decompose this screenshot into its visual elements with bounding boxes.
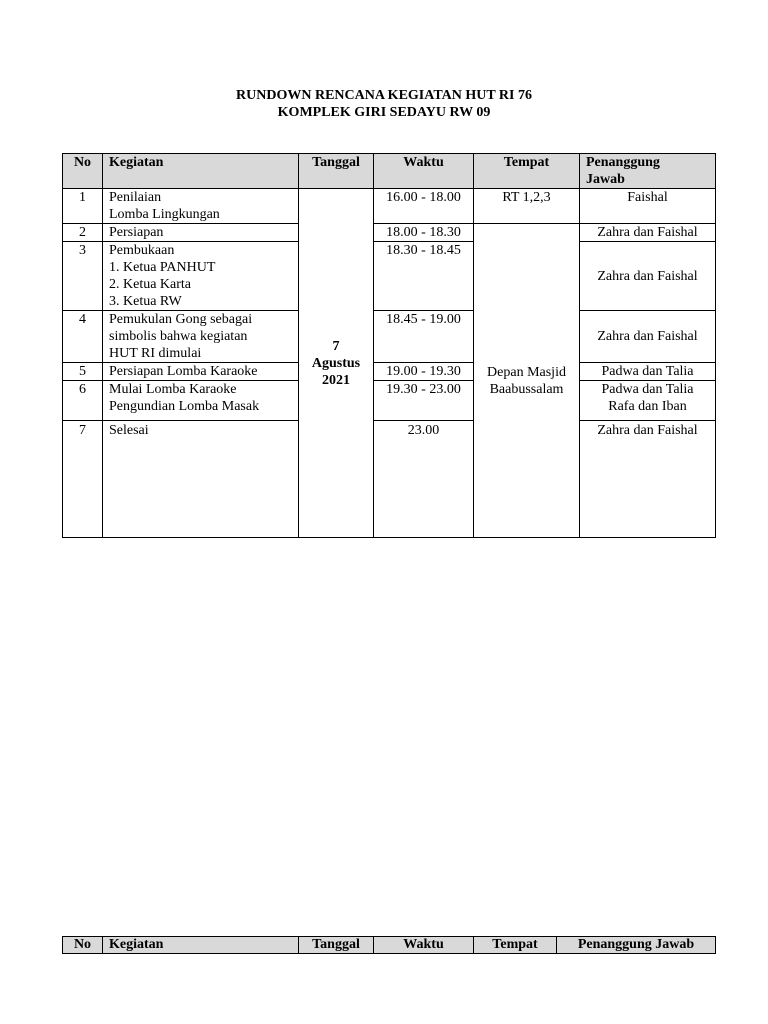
header-kegiatan: Kegiatan	[103, 937, 299, 954]
row-waktu: 18.00 - 18.30	[374, 224, 474, 242]
table-row	[63, 189, 716, 224]
kegiatan-line: Mulai Lomba Karaoke	[109, 382, 237, 397]
kegiatan-line: 2. Ketua Karta	[109, 277, 192, 292]
kegiatan-line: simbolis bahwa kegiatan	[109, 329, 248, 344]
row-number: 6	[63, 381, 103, 421]
header-penanggung-jawab: Penanggung Jawab	[557, 937, 716, 954]
header-no: No	[63, 937, 103, 954]
header-penanggung-line2: Jawab	[586, 172, 625, 187]
document-subtitle: KOMPLEK GIRI SEDAYU RW 09	[277, 105, 491, 120]
row-penanggung-jawab: Zahra dan Faishal	[580, 421, 716, 538]
kegiatan-line: Pengundian Lomba Masak	[109, 399, 260, 414]
header-tempat: Tempat	[474, 937, 557, 954]
header-tanggal: Tanggal	[299, 154, 374, 189]
tempat-masjid	[474, 224, 580, 538]
header-waktu: Waktu	[374, 154, 474, 189]
tempat-masjid-line1: Depan Masjid	[487, 364, 566, 380]
row-penanggung-jawab	[580, 381, 716, 421]
table-header-row	[63, 937, 716, 954]
table-row	[63, 421, 716, 538]
pj-line: Rafa dan Iban	[608, 399, 687, 414]
row-waktu: 16.00 - 18.00	[374, 189, 474, 224]
header-tanggal: Tanggal	[299, 937, 374, 954]
kegiatan-line: Pemukulan Gong sebagai	[109, 312, 253, 327]
row-waktu: 18.45 - 19.00	[374, 311, 474, 363]
document-title: RUNDOWN RENCANA KEGIATAN HUT RI 76	[236, 88, 532, 103]
table-row	[63, 363, 716, 381]
table-row	[63, 381, 716, 421]
row-number: 3	[63, 242, 103, 311]
kegiatan-line: 3. Ketua RW	[109, 294, 182, 309]
row-number: 7	[63, 421, 103, 538]
row-penanggung-jawab: Zahra dan Faishal	[580, 224, 716, 242]
row-waktu: 19.00 - 19.30	[374, 363, 474, 381]
header-no: No	[63, 154, 103, 189]
table-header-row	[63, 154, 716, 189]
kegiatan-line: Pembukaan	[109, 243, 175, 258]
row-number: 1	[63, 189, 103, 224]
header-penanggung-line1: Penanggung	[586, 155, 660, 170]
row-number: 2	[63, 224, 103, 242]
rundown-table	[62, 153, 716, 538]
date-month: Agustus	[311, 355, 361, 371]
date-year: 2021	[322, 372, 350, 388]
row-number: 4	[63, 311, 103, 363]
tanggal-cell	[299, 189, 374, 538]
table-row	[63, 311, 716, 363]
row-waktu: 18.30 - 18.45	[374, 242, 474, 311]
row-number: 5	[63, 363, 103, 381]
row-kegiatan	[103, 311, 299, 363]
row-penanggung-jawab: Padwa dan Talia	[580, 363, 716, 381]
row-waktu: 19.30 - 23.00	[374, 381, 474, 421]
header-kegiatan: Kegiatan	[103, 154, 299, 189]
tempat-masjid-line2: Baabussalam	[489, 381, 564, 397]
header-penanggung-jawab	[580, 154, 716, 189]
row-kegiatan	[103, 381, 299, 421]
tempat-rt: RT 1,2,3	[474, 189, 580, 224]
row-penanggung-jawab: Zahra dan Faishal	[580, 242, 716, 311]
kegiatan-line: 1. Ketua PANHUT	[109, 260, 216, 275]
kegiatan-line: Penilaian	[109, 190, 162, 205]
pj-line: Padwa dan Talia	[601, 382, 694, 397]
row-waktu: 23.00	[374, 421, 474, 538]
row-penanggung-jawab: Zahra dan Faishal	[580, 311, 716, 363]
row-kegiatan	[103, 189, 299, 224]
row-kegiatan	[103, 242, 299, 311]
table-row	[63, 224, 716, 242]
row-penanggung-jawab: Faishal	[580, 189, 716, 224]
header-waktu: Waktu	[374, 937, 474, 954]
row-kegiatan: Persiapan Lomba Karaoke	[103, 363, 299, 381]
table-row	[63, 242, 716, 311]
kegiatan-line: HUT RI dimulai	[109, 346, 202, 361]
header-tempat: Tempat	[474, 154, 580, 189]
next-page-table-header	[62, 936, 716, 954]
row-kegiatan: Selesai	[103, 421, 299, 538]
kegiatan-line: Lomba Lingkungan	[109, 207, 220, 222]
row-kegiatan: Persiapan	[103, 224, 299, 242]
date-day: 7	[332, 338, 340, 354]
